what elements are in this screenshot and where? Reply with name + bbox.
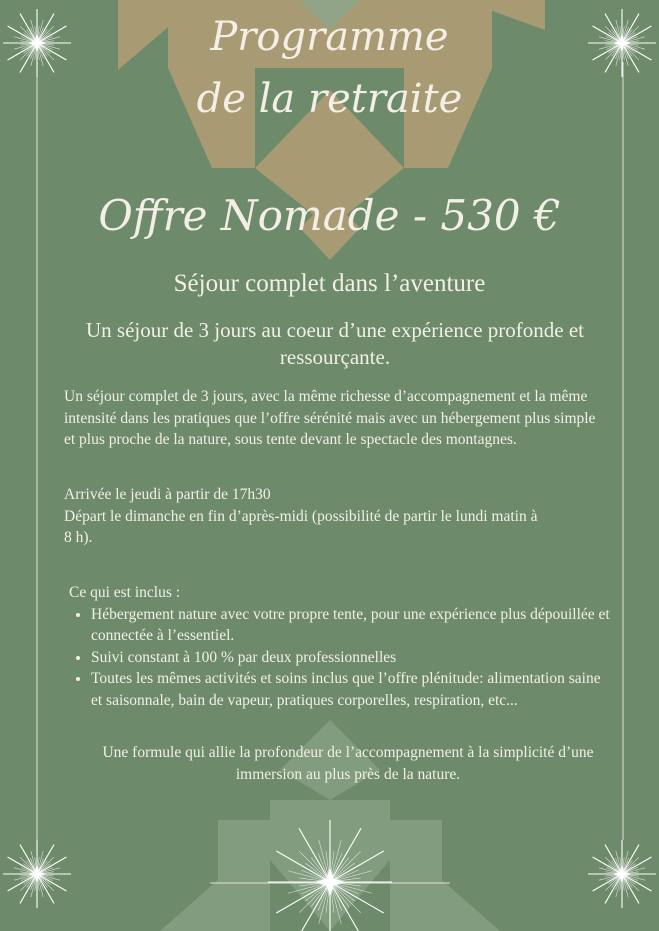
- list-item: • Toutes les mêmes activités et soins inclus que l’offre plénitude: alimentation saine et saisonnale, bain de vapeur, pratiques corporelles, respiration, etc...: [91, 668, 614, 711]
- closing-text: Une formule qui allie la profondeur de l’accompagnement à la simplicité d’une immersion au plus près de la nature.: [102, 744, 594, 783]
- offer-title: Offre Nomade - 530 €: [98, 191, 561, 240]
- departure-text: Départ le dimanche en fin d’après-midi (possibilité de partir le lundi matin à: [64, 507, 538, 525]
- intro-text: Un séjour de 3 jours au coeur d’une expérience profonde et ressourçante.: [86, 318, 584, 369]
- list-item: • Suivi constant à 100 % par deux professionnelles: [91, 647, 614, 669]
- description-paragraph: Un séjour complet de 3 jours, avec la même richesse d’accompagnement et la même intensité dans les pratiques que l’offre sérénité mais avec un hébergement plus simple et plus proche de la nature, sous tente devant le spectacle des montagnes.: [64, 388, 596, 448]
- schedule: [64, 484, 609, 549]
- included-list: [69, 604, 614, 712]
- page-title-line2: de la retraite: [196, 76, 463, 122]
- sunburst-icon: [3, 840, 71, 908]
- page-title-line1: Programme: [210, 14, 449, 60]
- departure-end-text: 8 h).: [64, 529, 93, 546]
- subtitle: Séjour complet dans l’aventure: [173, 270, 486, 297]
- list-item: • Hébergement nature avec votre propre tente, pour une expérience plus dépouillée et connectée à l’essentiel.: [91, 604, 614, 647]
- sunburst-icon: [588, 840, 656, 908]
- arrival-text: Arrivée le jeudi à partir de 17h30: [64, 486, 271, 503]
- included-heading: Ce qui est inclus :: [69, 584, 181, 601]
- included-section: [69, 582, 614, 711]
